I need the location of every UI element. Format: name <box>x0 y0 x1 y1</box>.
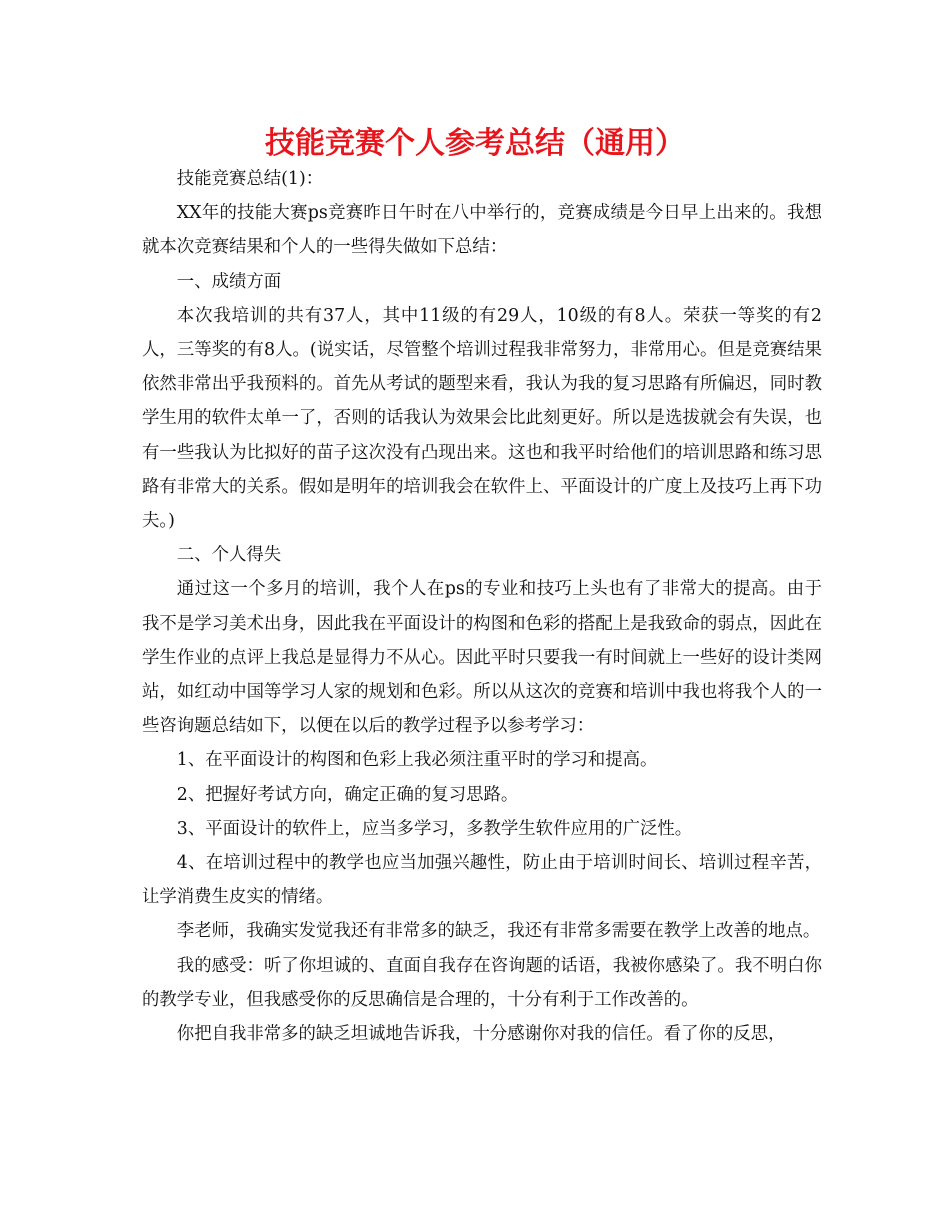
section-heading-1: 技能竞赛总结(1)： <box>176 169 324 189</box>
body-paragraph: 李老师，我确实发觉我还有非常多的缺乏，我还有非常多需要在教学上改善的地点。 <box>176 921 821 942</box>
section-heading: 一、成绩方面 <box>176 271 282 292</box>
list-item: 4、在培训过程中的教学也应当加强兴趣性，防止由于培训时间长、培训过程辛苦，让学消费生皮实的情绪。 <box>142 853 822 908</box>
list-item: 1、在平面设计的构图和色彩上我必须注重平时的学习和提高。 <box>176 750 658 771</box>
body-paragraph: XX年的技能大赛ps竞赛昨日午时在八中举行的，竞赛成绩是今日早上出来的。我想就本次竞赛结果和个人的一些得失做如下总结： <box>142 203 822 258</box>
section-heading: 二、个人得失 <box>176 545 282 566</box>
body-paragraph: 你把自我非常多的缺乏坦诚地告诉我，十分感谢你对我的信任。看了你的反思， <box>176 1024 786 1045</box>
body-paragraph: 我的感受：听了你坦诚的、直面自我存在咨询题的话语，我被你感染了。我不明白你的教学专业，但我感受你的反思确信是合理的，十分有利于工作改善的。 <box>142 955 822 1010</box>
document-body <box>142 162 822 1051</box>
body-paragraph: 本次我培训的共有37人，其中11级的有29人，10级的有8人。荣获一等奖的有2人，三等奖的有8人。(说实话，尽管整个培训过程我非常努力，非常用心。但是竞赛结果依然非常出乎我预料的。首先从考试的题型来看，我认为我的复习思路有所偏迟，同时教学生用的软件太单一了，否则的话我认为效果会比此刻更好。所以是选拔就会有失误，也有一些我认为比拟好的苗子这次没有凸现出来。这也和我平时给他们的培训思路和练习思路有非常大的关系。假如是明年的培训我会在软件上、平面设计的广度上及技巧上再下功夫。) <box>142 305 822 532</box>
list-item: 3、平面设计的软件上，应当多学习，多教学生软件应用的广泛性。 <box>176 818 693 839</box>
list-item: 2、把握好考试方向，确定正确的复习思路。 <box>176 784 519 805</box>
document-title: 技能竞赛个人参考总结（通用） <box>265 126 685 161</box>
body-paragraph: 通过这一个多月的培训，我个人在ps的专业和技巧上头也有了非常大的提高。由于我不是学习美术出身，因此我在平面设计的构图和色彩的搭配上是我致命的弱点，因此在学生作业的点评上我总是显得力不从心。因此平时只要我一有时间就上一些好的设计类网站，如红动中国等学习人家的规划和色彩。所以从这次的竞赛和培训中我也将我个人的一些咨询题总结如下，以便在以后的教学过程予以参考学习： <box>142 579 822 737</box>
